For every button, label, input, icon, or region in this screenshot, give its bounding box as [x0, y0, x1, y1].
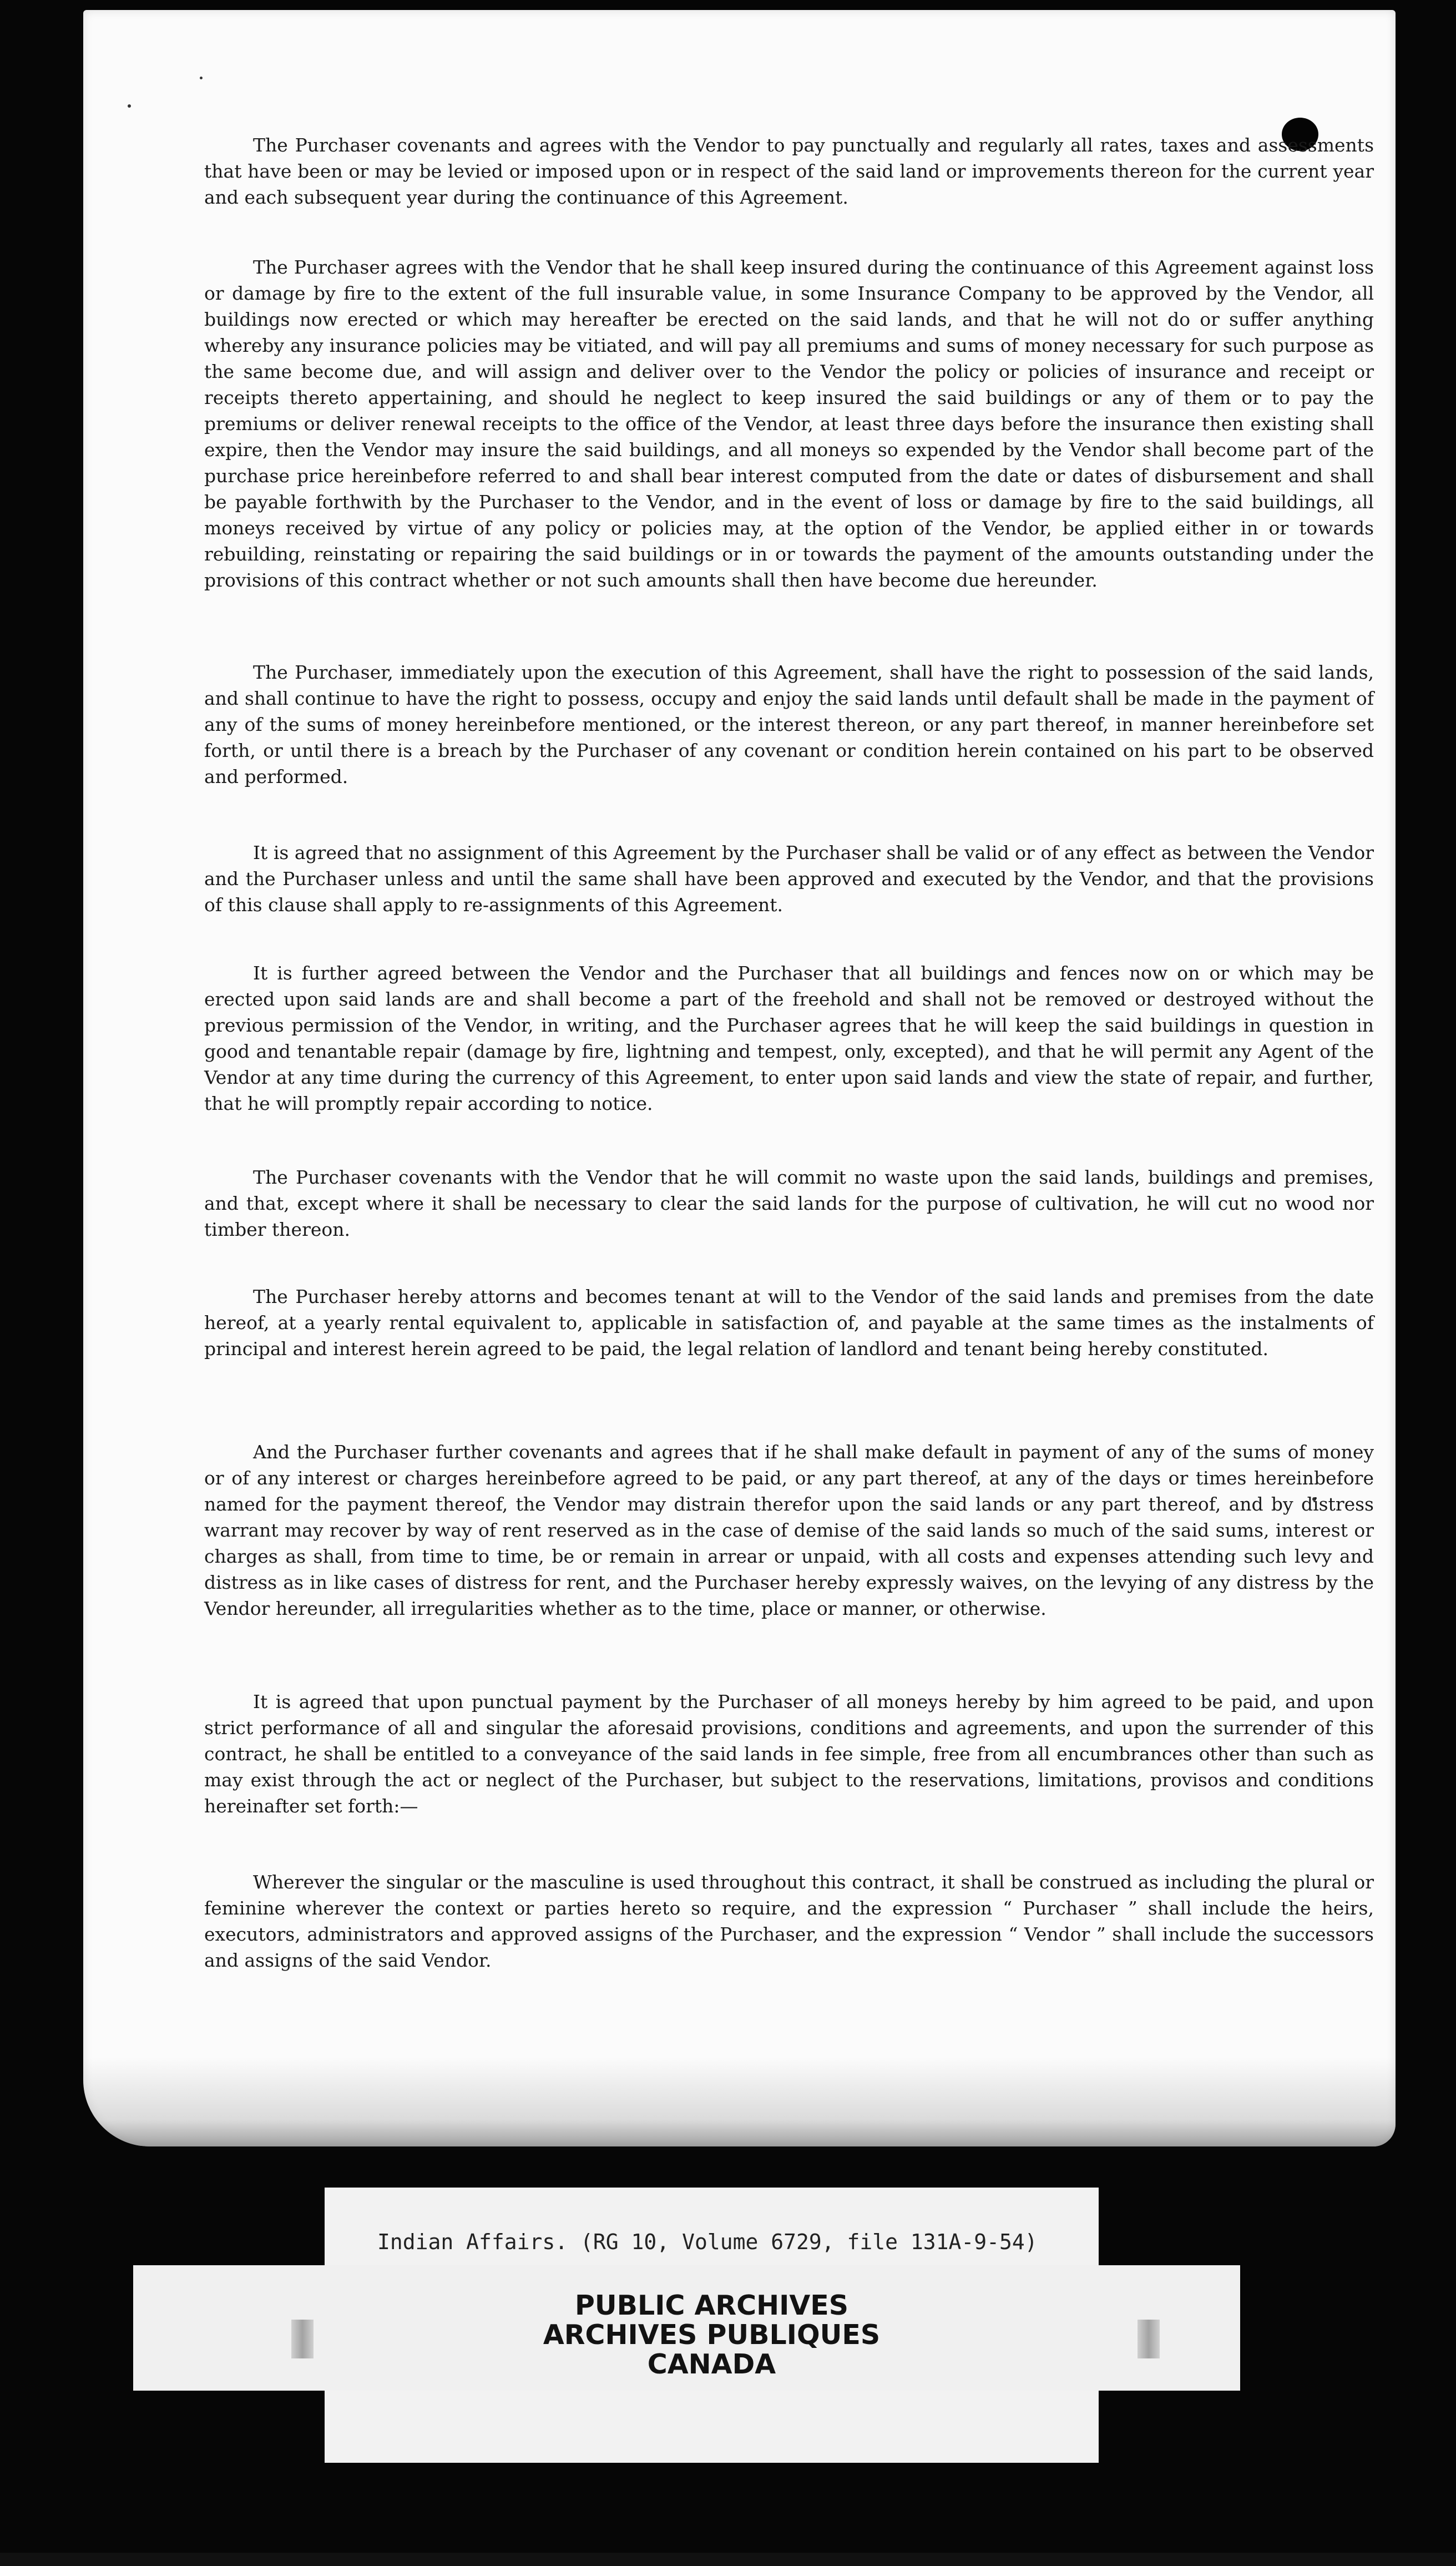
paragraph-waste: The Purchaser covenants with the Vendor that he will commit no waste upon the said lands, buildings and premises, and that, except where it shall be necessary to clear the said lands for the purpose of cultivation, he will cut no wood nor timber thereon. [204, 1166, 1374, 1240]
paragraph-assignment: It is agreed that no assignment of this Agreement by the Purchaser shall be valid or of any effect as between the Vendor and the Purchaser unless and until the same shall have been approved and executed by the Vendor, and that the provisions of this clause shall apply to re-assignments of this Agreement. [204, 842, 1374, 916]
paragraph-conveyance: It is agreed that upon punctual payment by the Purchaser of all moneys hereby by him agreed to be paid, and upon strict performance of all and singular the aforesaid provisions, conditions and agreements, and upon the surrender of this contract, he shall be entitled to a conveyance of the said lands in fee simple, free from all encumbrances other than such as may exist through the act or neglect of the Purchaser, but subject to the reservations, limitations, provisos and conditions hereinafter set forth:— [204, 1691, 1374, 1817]
paragraph-taxes: The Purchaser covenants and agrees with the Vendor to pay punctually and regularly all rates, taxes and assessments that have been or may be levied or imposed upon or in respect of the said land or improvements thereon for the current year and each subsequent year during the continuance of this Agreement. [204, 134, 1374, 208]
paper-speck [128, 104, 131, 108]
archive-stamp-line2: ARCHIVES PUBLIQUES [543, 2319, 881, 2351]
scan-edge [0, 2553, 1456, 2566]
paragraph-insurance: The Purchaser agrees with the Vendor that he shall keep insured during the continuance of this Agreement against loss or damage by fire to the extent of the full insurable value, in some Insurance Company to be approved by the Vendor, all buildings now erected or which may hereafter be erected on the said lands, and that he will not do or suffer anything whereby any insurance policies may be vitiated, and will pay all premiums and sums of money necessary for such purpose as the same become due, and will assign and deliver over to the Vendor the policy or policies of insurance and receipt or receipts thereto appertaining, and should he neglect to keep insured the said buildings or any of them or to pay the premiums or deliver renewal receipts to the office of the Vendor, at least three days before the insurance then existing shall expire, then the Vendor may insure the said buildings, and all moneys so expended by the Vendor shall become part of the purchase price hereinbefore referred to and shall bear interest computed from the date or dates of disbursement and shall be payable forthwith by the Purchaser to the Vendor, and in the event of loss or damage by fire to the said buildings, all moneys received by virtue of any policy or policies may, at the option of the Vendor, be applied either in or towards rebuilding, reinstating or repairing the said buildings or in or towards the payment of the amounts outstanding under the provisions of this contract whether or not such amounts shall then have become due hereunder. [204, 256, 1374, 591]
paragraph-buildings: It is further agreed between the Vendor and the Purchaser that all buildings and fences now on or which may be erected upon said lands are and shall become a part of the freehold and shall not be removed or destroyed without the previous permission of the Vendor, in writing, and the Purchaser agrees that he will keep the said buildings in question in good and tenantable repair (damage by fire, lightning and tempest, only, excepted), and that he will permit any Agent of the Vendor at any time during the currency of this Agreement, to enter upon said lands and view the state of repair, and further, that he will promptly repair according to notice. [204, 962, 1374, 1114]
tape-mark [1138, 2320, 1160, 2358]
paper-speck [200, 77, 203, 79]
archive-reference: Indian Affairs. (RG 10, Volume 6729, file 131A-9-54) [377, 2230, 1038, 2254]
archive-label-bottom [325, 2391, 1099, 2463]
paragraph-distress: And the Purchaser further covenants and agrees that if he shall make default in payment of any of the sums of money or of any interest or charges hereinbefore agreed to be paid, or any part thereof, at any of the days or times hereinbefore named for the payment thereof, the Vendor may distrain therefor upon the said lands or any part thereof, and by distress warrant may recover by way of rent reserved as in the case of demise of the said lands so much of the said sums, interest or charges as shall, from time to time, be or remain in arrear or unpaid, with all costs and expenses attending such levy and distress as in like cases of distress for rent, and the Purchaser hereby expressly waives, on the levying of any distress by the Vendor hereunder, all irregularities whether as to the time, place or manner, or otherwise. [204, 1441, 1374, 1619]
paragraph-tenancy: The Purchaser hereby attorns and becomes tenant at will to the Vendor of the said lands and premises from the date hereof, at a yearly rental equivalent to, applicable in satisfaction of, and payable at the same times as the instalments of principal and interest herein agreed to be paid, the legal relation of landlord and tenant being hereby constituted. [204, 1286, 1374, 1360]
document-page [83, 10, 1396, 2146]
archive-stamp [325, 2291, 1099, 2379]
archive-stamp-line1: PUBLIC ARCHIVES [574, 2290, 849, 2321]
archive-stamp-line3: CANADA [647, 2348, 776, 2380]
paragraph-interpretation: Wherever the singular or the masculine is used throughout this contract, it shall be construed as including the plural or feminine wherever the context or parties hereto so require, and the expression “ Purchaser ” shall include the heirs, executors, administrators and approved assigns of the Purchaser, and the expression “ Vendor ” shall include the successors and assigns of the said Vendor. [204, 1871, 1374, 1971]
tape-mark [291, 2320, 314, 2358]
paragraph-possession: The Purchaser, immediately upon the execution of this Agreement, shall have the right to possession of the said lands, and shall continue to have the right to possess, occupy and enjoy the said lands until default shall be made in the payment of any of the sums of money hereinbefore mentioned, or the interest thereon, or any part thereof, in manner hereinbefore set forth, or until there is a breach by the Purchaser of any covenant or condition herein contained on his part to be observed and performed. [204, 661, 1374, 787]
